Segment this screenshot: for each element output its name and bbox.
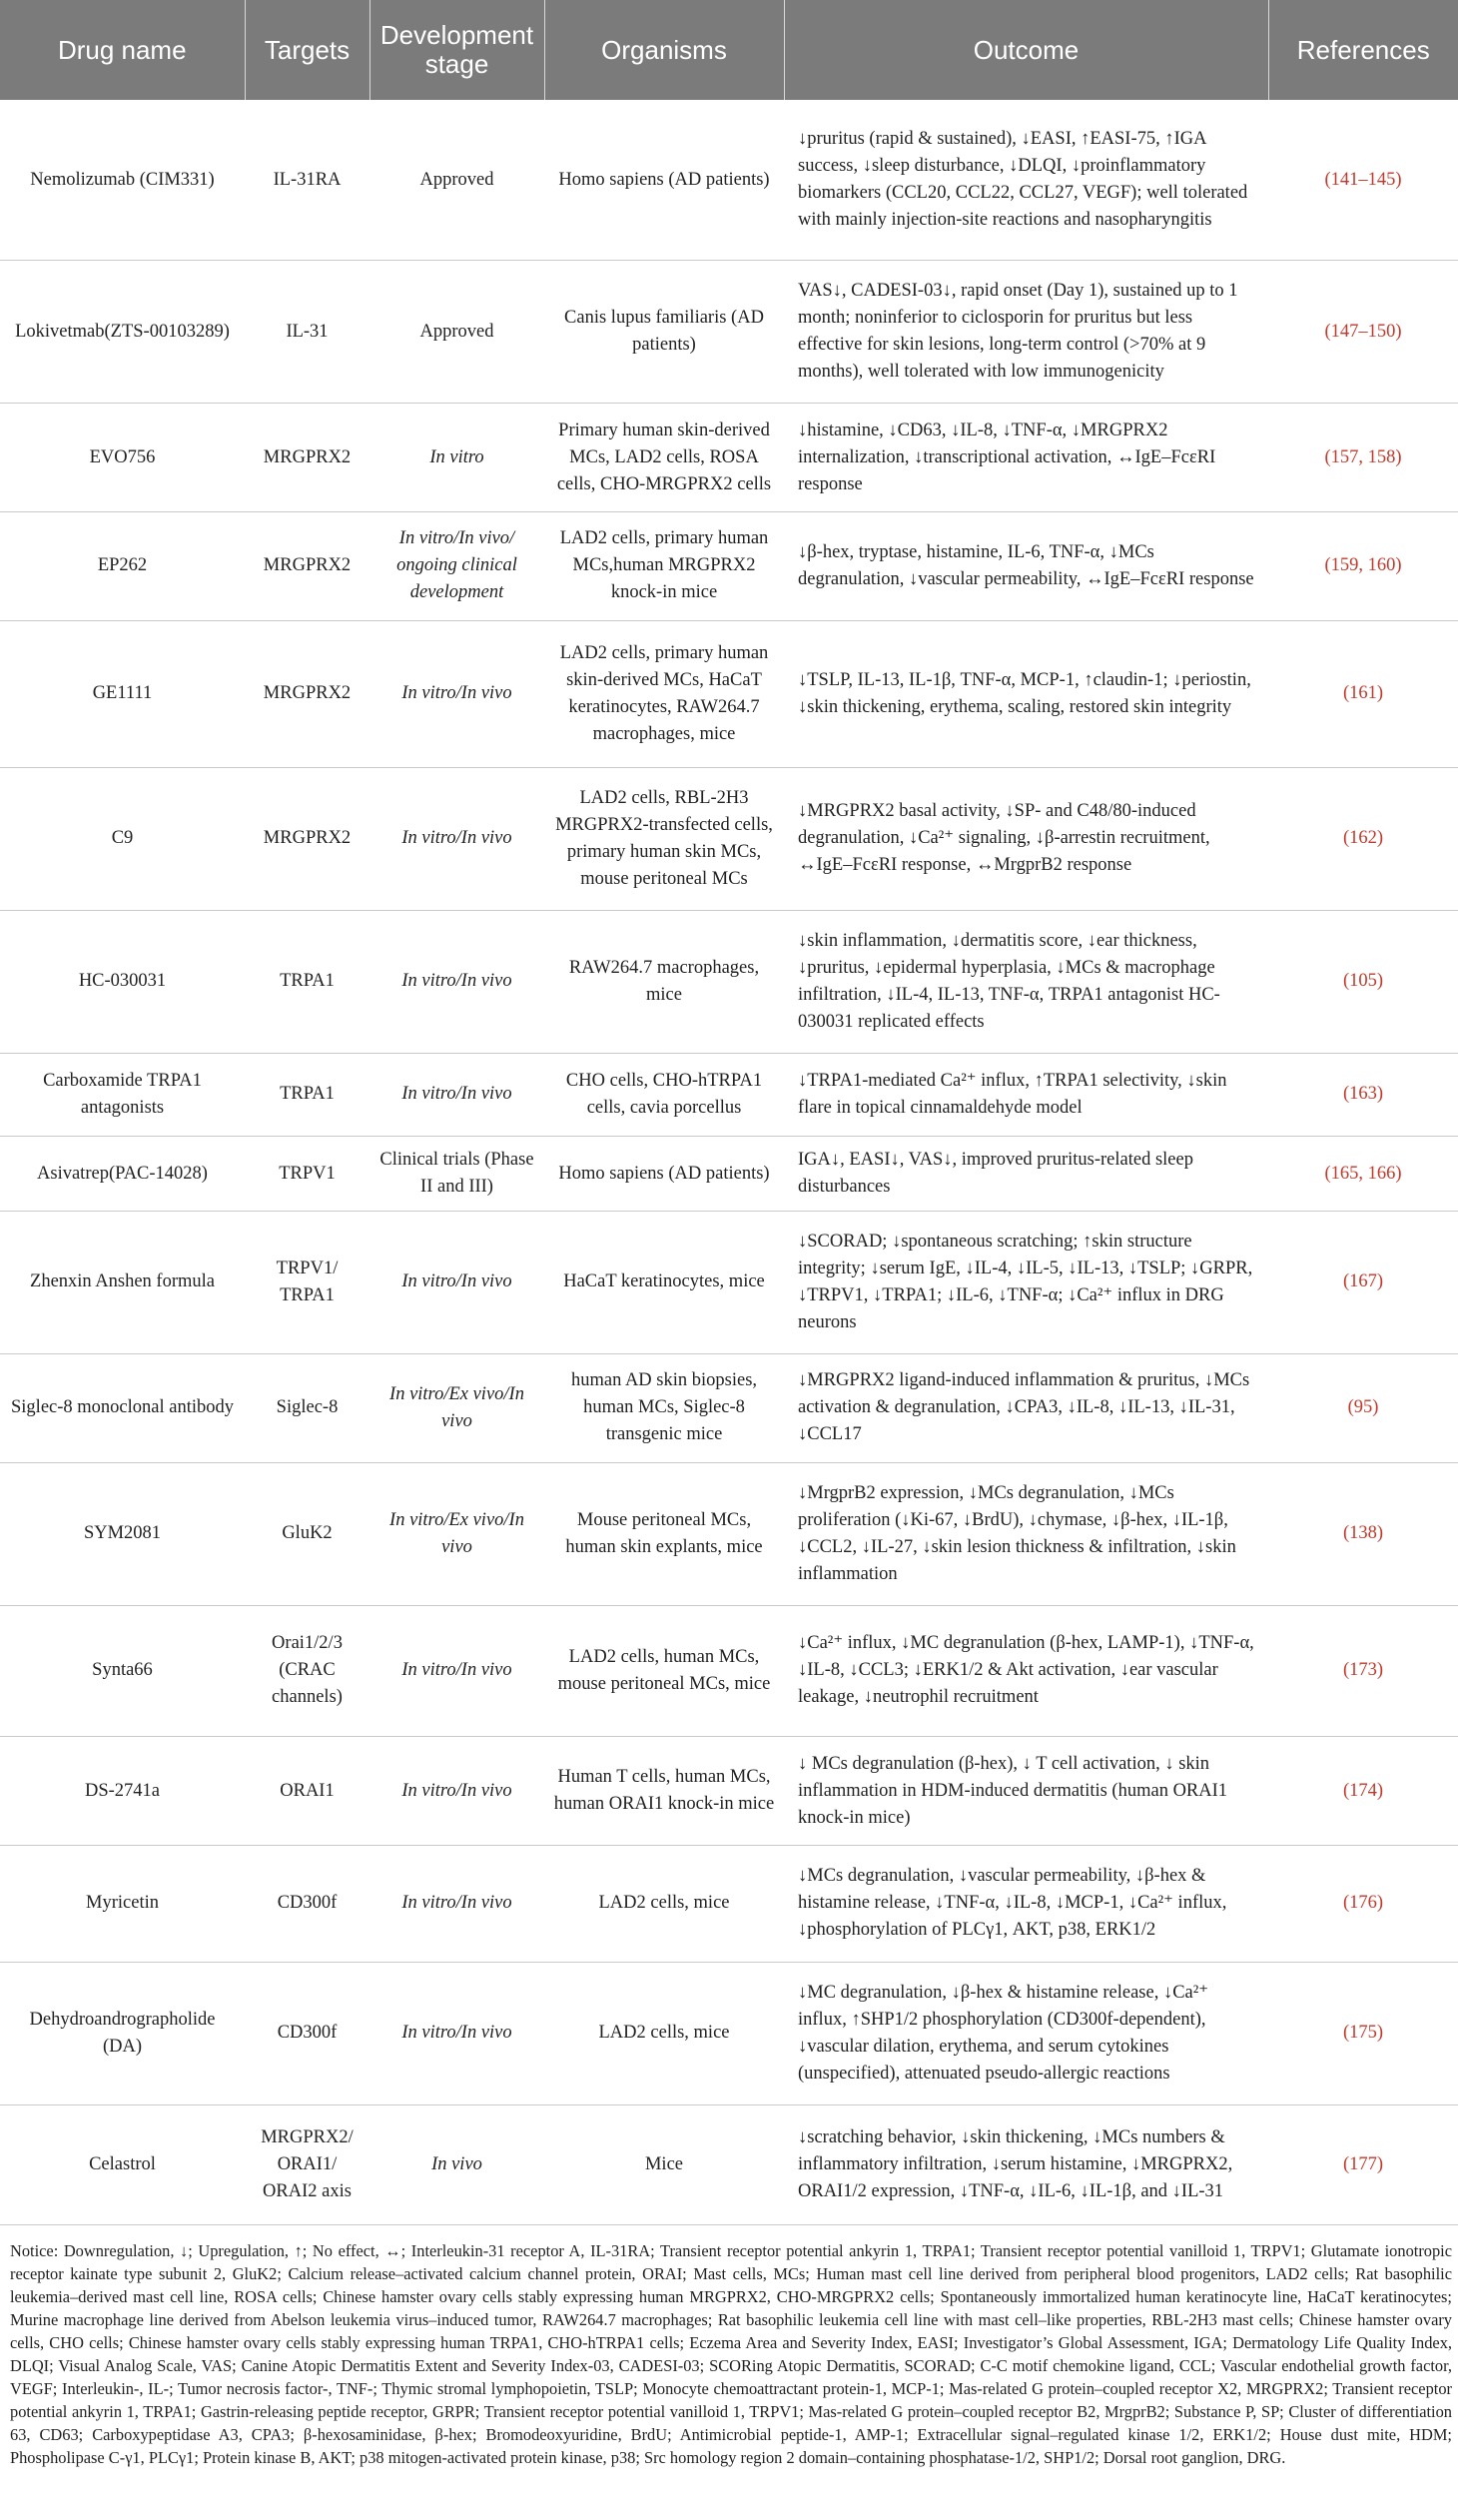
header-development-stage: Development stage — [369, 0, 544, 100]
targets-cell: TRPA1 — [245, 910, 369, 1053]
table-body — [0, 100, 1458, 2225]
outcome-cell: ↓Ca²⁺ influx, ↓MC degranulation (β-hex, LAMP-1), ↓TNF-α, ↓IL-8, ↓CCL3; ↓ERK1/2 & Akt activation, ↓ear vascular leakage, ↓neutrophil recruitment — [784, 1605, 1268, 1737]
references-cell[interactable]: (163) — [1268, 1053, 1458, 1137]
drug-name-cell: Siglec-8 monoclonal antibody — [0, 1353, 245, 1462]
references-cell[interactable]: (157, 158) — [1268, 404, 1458, 512]
targets-cell: ORAI1 — [245, 1737, 369, 1846]
table-header-row — [0, 0, 1458, 100]
targets-cell: Siglec-8 — [245, 1353, 369, 1462]
table-footnote: Notice: Downregulation, ↓; Upregulation, ↑; No effect, ↔; Interleukin-31 receptor A, IL-31RA; Transient receptor potential ankyrin 1, TRPA1; Transient receptor potential vanilloid 1, TRPV1; Glutamate ionotropic receptor kainate type subunit 2, GluK2; Calcium release–activated calcium channel protein, ORAI; Mast cells, MCs; Human mast cell line derived from peripheral blood progenitors, LAD2 cells; Rat basophilic leukemia–derived mast cell line, ROSA cells; Chinese hamster ovary cells stably expressing human MRGPRX2, CHO-MRGPRX2 cells; Spontaneously immortalized human keratinocyte line, HaCaT keratinocytes; Murine macrophage line derived from Abelson leukemia virus–induced tumor, RAW264.7 macrophages; Rat basophilic leukemia cell line with mast cell–like properties, RBL-2H3 mast cells; Chinese hamster ovary cells, CHO cells; Chinese hamster ovary cells stably expressing human TRPA1, CHO-hTRPA1 cells; Eczema Area and Severity Index, EASI; Investigator’s Global Assessment, IGA; Dermatology Life Quality Index, DLQI; Visual Analog Scale, VAS; Canine Atopic Dermatitis Extent and Severity Index-03, CADESI-03; SCORing Atopic Dermatitis, SCORAD; C-C motif chemokine ligand, CCL; Vascular endothelial growth factor, VEGF; Interleukin-, IL-; Tumor necrosis factor-, TNF-; Thymic stromal lymphopoietin, TSLP; Monocyte chemoattractant protein-1, MCP-1; Mas-related G protein–coupled receptor X2, MRGPRX2; Transient receptor potential ankyrin 1, TRPA1; Gastrin-releasing peptide receptor, GRPR; Transient receptor potential vanilloid 1, TRPV1; Mas-related G protein–coupled receptor B2, MrgprB2; Substance P, SP; Cluster of differentiation 63, CD63; Carboxypeptidase A3, CPA3; β-hexosaminidase, β-hex; Bromodeoxyuridine, BrdU; Antimicrobial peptide-1, AMP-1; Extracellular signal–regulated kinase 1/2, ERK1/2; House dust mite, HDM; Phospholipase C-γ1, PLCγ1; Protein kinase B, AKT; p38 mitogen-activated protein kinase, p38; Src homology region 2 domain–containing phosphatase-1/2, SHP1/2; Dorsal root ganglion, DRG. — [10, 2241, 1452, 2467]
outcome-cell: ↓MRGPRX2 basal activity, ↓SP- and C48/80-induced degranulation, ↓Ca²⁺ signaling, ↓β-arrestin recruitment, ↔IgE–FcεRI response, ↔MrgprB2 response — [784, 767, 1268, 910]
header-references: References — [1268, 0, 1458, 100]
table-row — [0, 1605, 1458, 1737]
outcome-cell: ↓histamine, ↓CD63, ↓IL-8, ↓TNF-α, ↓MRGPRX2 internalization, ↓transcriptional activation, ↔IgE–FcεRI response — [784, 404, 1268, 512]
references-cell[interactable]: (173) — [1268, 1605, 1458, 1737]
outcome-cell: ↓MC degranulation, ↓β-hex & histamine release, ↓Ca²⁺ influx, ↑SHP1/2 phosphorylation (CD300f-dependent), ↓vascular dilation, erythema, and serum cytokines (unspecified), attenuated pseudo-allergic reactions — [784, 1962, 1268, 2104]
drug-name-cell: Carboxamide TRPA1 antagonists — [0, 1053, 245, 1137]
targets-cell: MRGPRX2 — [245, 620, 369, 767]
table-row — [0, 1211, 1458, 1353]
references-cell[interactable]: (176) — [1268, 1846, 1458, 1962]
outcome-cell: ↓TRPA1-mediated Ca²⁺ influx, ↑TRPA1 selectivity, ↓skin flare in topical cinnamaldehyde model — [784, 1053, 1268, 1137]
table-row — [0, 1137, 1458, 1212]
drug-name-cell: HC-030031 — [0, 910, 245, 1053]
references-cell[interactable]: (95) — [1268, 1353, 1458, 1462]
targets-cell: MRGPRX2 — [245, 767, 369, 910]
header-drug-name: Drug name — [0, 0, 245, 100]
targets-cell: Orai1/2/3 (CRAC channels) — [245, 1605, 369, 1737]
development-stage-cell: In vitro/In vivo — [369, 910, 544, 1053]
development-stage-cell: In vitro/In vivo — [369, 620, 544, 767]
references-cell[interactable]: (161) — [1268, 620, 1458, 767]
targets-cell: IL-31RA — [245, 100, 369, 261]
references-cell[interactable]: (175) — [1268, 1962, 1458, 2104]
development-stage-cell: In vitro/Ex vivo/In vivo — [369, 1353, 544, 1462]
header-targets: Targets — [245, 0, 369, 100]
targets-cell: MRGPRX2/ ORAI1/ ORAI2 axis — [245, 2104, 369, 2224]
outcome-cell: ↓MCs degranulation, ↓vascular permeability, ↓β-hex & histamine release, ↓TNF-α, ↓IL-8, ↓MCP-1, ↓Ca²⁺ influx, ↓phosphorylation of PLCγ1, AKT, p38, ERK1/2 — [784, 1846, 1268, 1962]
organisms-cell: Mouse peritoneal MCs, human skin explants, mice — [544, 1462, 784, 1605]
outcome-cell: ↓TSLP, IL-13, IL-1β, TNF-α, MCP-1, ↑claudin-1; ↓periostin, ↓skin thickening, erythema, scaling, restored skin integrity — [784, 620, 1268, 767]
drug-name-cell: C9 — [0, 767, 245, 910]
targets-cell: GluK2 — [245, 1462, 369, 1605]
organisms-cell: HaCaT keratinocytes, mice — [544, 1211, 784, 1353]
organisms-cell: CHO cells, CHO-hTRPA1 cells, cavia porcellus — [544, 1053, 784, 1137]
table-row — [0, 261, 1458, 404]
drug-name-cell: DS-2741a — [0, 1737, 245, 1846]
references-cell[interactable]: (141–145) — [1268, 100, 1458, 261]
outcome-cell: ↓scratching behavior, ↓skin thickening, ↓MCs numbers & inflammatory infiltration, ↓serum histamine, ↓MRGPRX2, ORAI1/2 expression, ↓TNF-α, ↓IL-6, ↓IL-1β, and ↓IL-31 — [784, 2104, 1268, 2224]
drug-name-cell: Myricetin — [0, 1846, 245, 1962]
header-organisms: Organisms — [544, 0, 784, 100]
drug-name-cell: Celastrol — [0, 2104, 245, 2224]
drug-name-cell: SYM2081 — [0, 1462, 245, 1605]
development-stage-cell: In vitro/In vivo — [369, 1962, 544, 2104]
table-row — [0, 1846, 1458, 1962]
references-cell[interactable]: (162) — [1268, 767, 1458, 910]
development-stage-cell: In vitro/In vivo — [369, 1211, 544, 1353]
targets-cell: MRGPRX2 — [245, 512, 369, 621]
development-stage-cell: In vitro/In vivo — [369, 1846, 544, 1962]
drug-name-cell: Zhenxin Anshen formula — [0, 1211, 245, 1353]
table-row — [0, 620, 1458, 767]
references-cell[interactable]: (147–150) — [1268, 261, 1458, 404]
drug-name-cell: GE1111 — [0, 620, 245, 767]
outcome-cell: ↓ MCs degranulation (β-hex), ↓ T cell activation, ↓ skin inflammation in HDM-induced dermatitis (human ORAI1 knock-in mice) — [784, 1737, 1268, 1846]
development-stage-cell: Approved — [369, 100, 544, 261]
organisms-cell: LAD2 cells, primary human skin-derived MCs, HaCaT keratinocytes, RAW264.7 macrophages, mice — [544, 620, 784, 767]
development-stage-cell: In vitro/In vivo — [369, 767, 544, 910]
outcome-cell: VAS↓, CADESI-03↓, rapid onset (Day 1), sustained up to 1 month; noninferior to ciclosporin for pruritus but less effective for skin lesions, long-term control (>70% at 9 months), well tolerated with low immunogenicity — [784, 261, 1268, 404]
organisms-cell: Mice — [544, 2104, 784, 2224]
development-stage-cell: In vitro/In vivo — [369, 1737, 544, 1846]
development-stage-cell: In vitro/In vivo — [369, 1605, 544, 1737]
outcome-cell: IGA↓, EASI↓, VAS↓, improved pruritus-related sleep disturbances — [784, 1137, 1268, 1212]
development-stage-cell: In vitro/In vivo/ ongoing clinical development — [369, 512, 544, 621]
outcome-cell: ↓pruritus (rapid & sustained), ↓EASI, ↑EASI-75, ↑IGA success, ↓sleep disturbance, ↓DLQI, ↓proinflammatory biomarkers (CCL20, CCL22, CCL27, VEGF); well tolerated with mainly injection-site reactions and nasopharyngitis — [784, 100, 1268, 261]
references-cell[interactable]: (159, 160) — [1268, 512, 1458, 621]
table-row — [0, 1737, 1458, 1846]
targets-cell: MRGPRX2 — [245, 404, 369, 512]
development-stage-cell: Approved — [369, 261, 544, 404]
references-cell[interactable]: (165, 166) — [1268, 1137, 1458, 1212]
organisms-cell: Homo sapiens (AD patients) — [544, 1137, 784, 1212]
drug-name-cell: Nemolizumab (CIM331) — [0, 100, 245, 261]
outcome-cell: ↓MRGPRX2 ligand-induced inflammation & pruritus, ↓MCs activation & degranulation, ↓CPA3, ↓IL-8, ↓IL-13, ↓IL-31, ↓CCL17 — [784, 1353, 1268, 1462]
outcome-cell: ↓β-hex, tryptase, histamine, IL-6, TNF-α, ↓MCs degranulation, ↓vascular permeability, ↔IgE–FcεRI response — [784, 512, 1268, 621]
organisms-cell: LAD2 cells, mice — [544, 1962, 784, 2104]
table-row — [0, 512, 1458, 621]
organisms-cell: LAD2 cells, primary human MCs,human MRGPRX2 knock-in mice — [544, 512, 784, 621]
targets-cell: IL-31 — [245, 261, 369, 404]
organisms-cell: Primary human skin-derived MCs, LAD2 cells, ROSA cells, CHO-MRGPRX2 cells — [544, 404, 784, 512]
organisms-cell: LAD2 cells, human MCs, mouse peritoneal MCs, mice — [544, 1605, 784, 1737]
table-row — [0, 404, 1458, 512]
organisms-cell: LAD2 cells, RBL-2H3 MRGPRX2-transfected cells, primary human skin MCs, mouse peritoneal MCs — [544, 767, 784, 910]
organisms-cell: LAD2 cells, mice — [544, 1846, 784, 1962]
drug-name-cell: Lokivetmab(ZTS-00103289) — [0, 261, 245, 404]
development-stage-cell: In vivo — [369, 2104, 544, 2224]
references-cell[interactable]: (177) — [1268, 2104, 1458, 2224]
targets-cell: CD300f — [245, 1846, 369, 1962]
table-row — [0, 1462, 1458, 1605]
outcome-cell: ↓SCORAD; ↓spontaneous scratching; ↑skin structure integrity; ↓serum IgE, ↓IL-4, ↓IL-5, ↓IL-13, ↓TSLP; ↓GRPR, ↓TRPV1, ↓TRPA1; ↓IL-6, ↓TNF-α; ↓Ca²⁺ influx in DRG neurons — [784, 1211, 1268, 1353]
drug-name-cell: Dehydroandrographolide (DA) — [0, 1962, 245, 2104]
references-cell[interactable]: (167) — [1268, 1211, 1458, 1353]
development-stage-cell: In vitro/In vivo — [369, 1053, 544, 1137]
table-row — [0, 2104, 1458, 2224]
development-stage-cell: In vitro/Ex vivo/In vivo — [369, 1462, 544, 1605]
development-stage-cell: In vitro — [369, 404, 544, 512]
table-row — [0, 1962, 1458, 2104]
targets-cell: TRPV1/ TRPA1 — [245, 1211, 369, 1353]
table-row — [0, 910, 1458, 1053]
targets-cell: TRPA1 — [245, 1053, 369, 1137]
drug-name-cell: EP262 — [0, 512, 245, 621]
outcome-cell: ↓MrgprB2 expression, ↓MCs degranulation, ↓MCs proliferation (↓Ki-67, ↓BrdU), ↓chymase, ↓β-hex, ↓IL-1β, ↓CCL2, ↓IL-27, ↓skin lesion thickness & infiltration, ↓skin inflammation — [784, 1462, 1268, 1605]
targets-cell: TRPV1 — [245, 1137, 369, 1212]
organisms-cell: human AD skin biopsies, human MCs, Siglec-8 transgenic mice — [544, 1353, 784, 1462]
table-row — [0, 100, 1458, 261]
organisms-cell: RAW264.7 macrophages, mice — [544, 910, 784, 1053]
references-cell[interactable]: (105) — [1268, 910, 1458, 1053]
organisms-cell: Human T cells, human MCs, human ORAI1 knock-in mice — [544, 1737, 784, 1846]
drug-name-cell: EVO756 — [0, 404, 245, 512]
drug-name-cell: Asivatrep(PAC-14028) — [0, 1137, 245, 1212]
organisms-cell: Canis lupus familiaris (AD patients) — [544, 261, 784, 404]
targets-cell: CD300f — [245, 1962, 369, 2104]
organisms-cell: Homo sapiens (AD patients) — [544, 100, 784, 261]
table-row — [0, 1053, 1458, 1137]
table-row — [0, 1353, 1458, 1462]
references-cell[interactable]: (138) — [1268, 1462, 1458, 1605]
development-stage-cell: Clinical trials (Phase II and III) — [369, 1137, 544, 1212]
outcome-cell: ↓skin inflammation, ↓dermatitis score, ↓ear thickness, ↓pruritus, ↓epidermal hyperplasia, ↓MCs & macrophage infiltration, ↓IL-4, IL-13, TNF-α, TRPA1 antagonist HC-030031 replicated effects — [784, 910, 1268, 1053]
header-outcome: Outcome — [784, 0, 1268, 100]
references-cell[interactable]: (174) — [1268, 1737, 1458, 1846]
drug-name-cell: Synta66 — [0, 1605, 245, 1737]
table-row — [0, 767, 1458, 910]
